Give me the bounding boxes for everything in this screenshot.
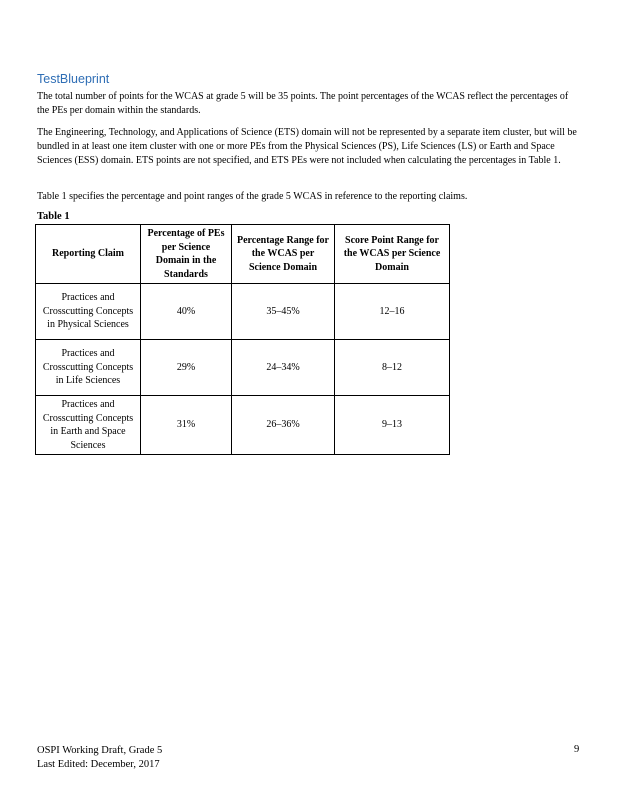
section-heading: TestBlueprint [37,72,110,86]
cell-pe-percentage: 31% [141,396,232,455]
intro-paragraph: The total number of points for the WCAS at grade 5 will be 35 points. The point percentages of the WCAS reflect the percentages of the PEs per domain within the standards. [37,91,569,116]
cell-pe-percentage: 40% [141,284,232,340]
page-footer [37,744,162,772]
header-percentage-range: Percentage Range for the WCAS per Science Domain [232,225,335,284]
table-intro-paragraph: Table 1 specifies the percentage and point ranges of the grade 5 WCAS in reference to the reporting claims. [37,191,468,202]
cell-score-range: 9–13 [335,396,450,455]
table-label: Table 1 [37,211,70,222]
footer-last-edited: Last Edited: December, 2017 [37,759,160,770]
cell-claim: Practices and Crosscutting Concepts in Physical Sciences [36,284,141,340]
blueprint-table [35,224,450,455]
cell-score-range: 8–12 [335,340,450,396]
cell-percentage-range: 35–45% [232,284,335,340]
ets-paragraph: The Engineering, Technology, and Applications of Science (ETS) domain will not be represented by a separate item cluster, but will be bundled in at least one item cluster with one or more PEs from the Physical Sciences (PS), Life Sciences (LS) or Earth and Space Sciences (ESS) domain. ETS points are not specified, and ETS PEs were not included when calculating the percentages in Table 1. [37,127,577,166]
cell-pe-percentage: 29% [141,340,232,396]
table-row [36,284,450,340]
cell-percentage-range: 24–34% [232,340,335,396]
cell-claim: Practices and Crosscutting Concepts in Life Sciences [36,340,141,396]
page-number: 9 [574,744,580,755]
header-score-point-range: Score Point Range for the WCAS per Science Domain [335,225,450,284]
header-reporting-claim: Reporting Claim [36,225,141,284]
table-row [36,340,450,396]
cell-score-range: 12–16 [335,284,450,340]
header-pe-percentage: Percentage of PEs per Science Domain in the Standards [141,225,232,284]
table-row [36,396,450,455]
cell-claim: Practices and Crosscutting Concepts in Earth and Space Sciences [36,396,141,455]
footer-draft-label: OSPI Working Draft, Grade 5 [37,745,163,756]
table-header-row [36,225,450,284]
cell-percentage-range: 26–36% [232,396,335,455]
